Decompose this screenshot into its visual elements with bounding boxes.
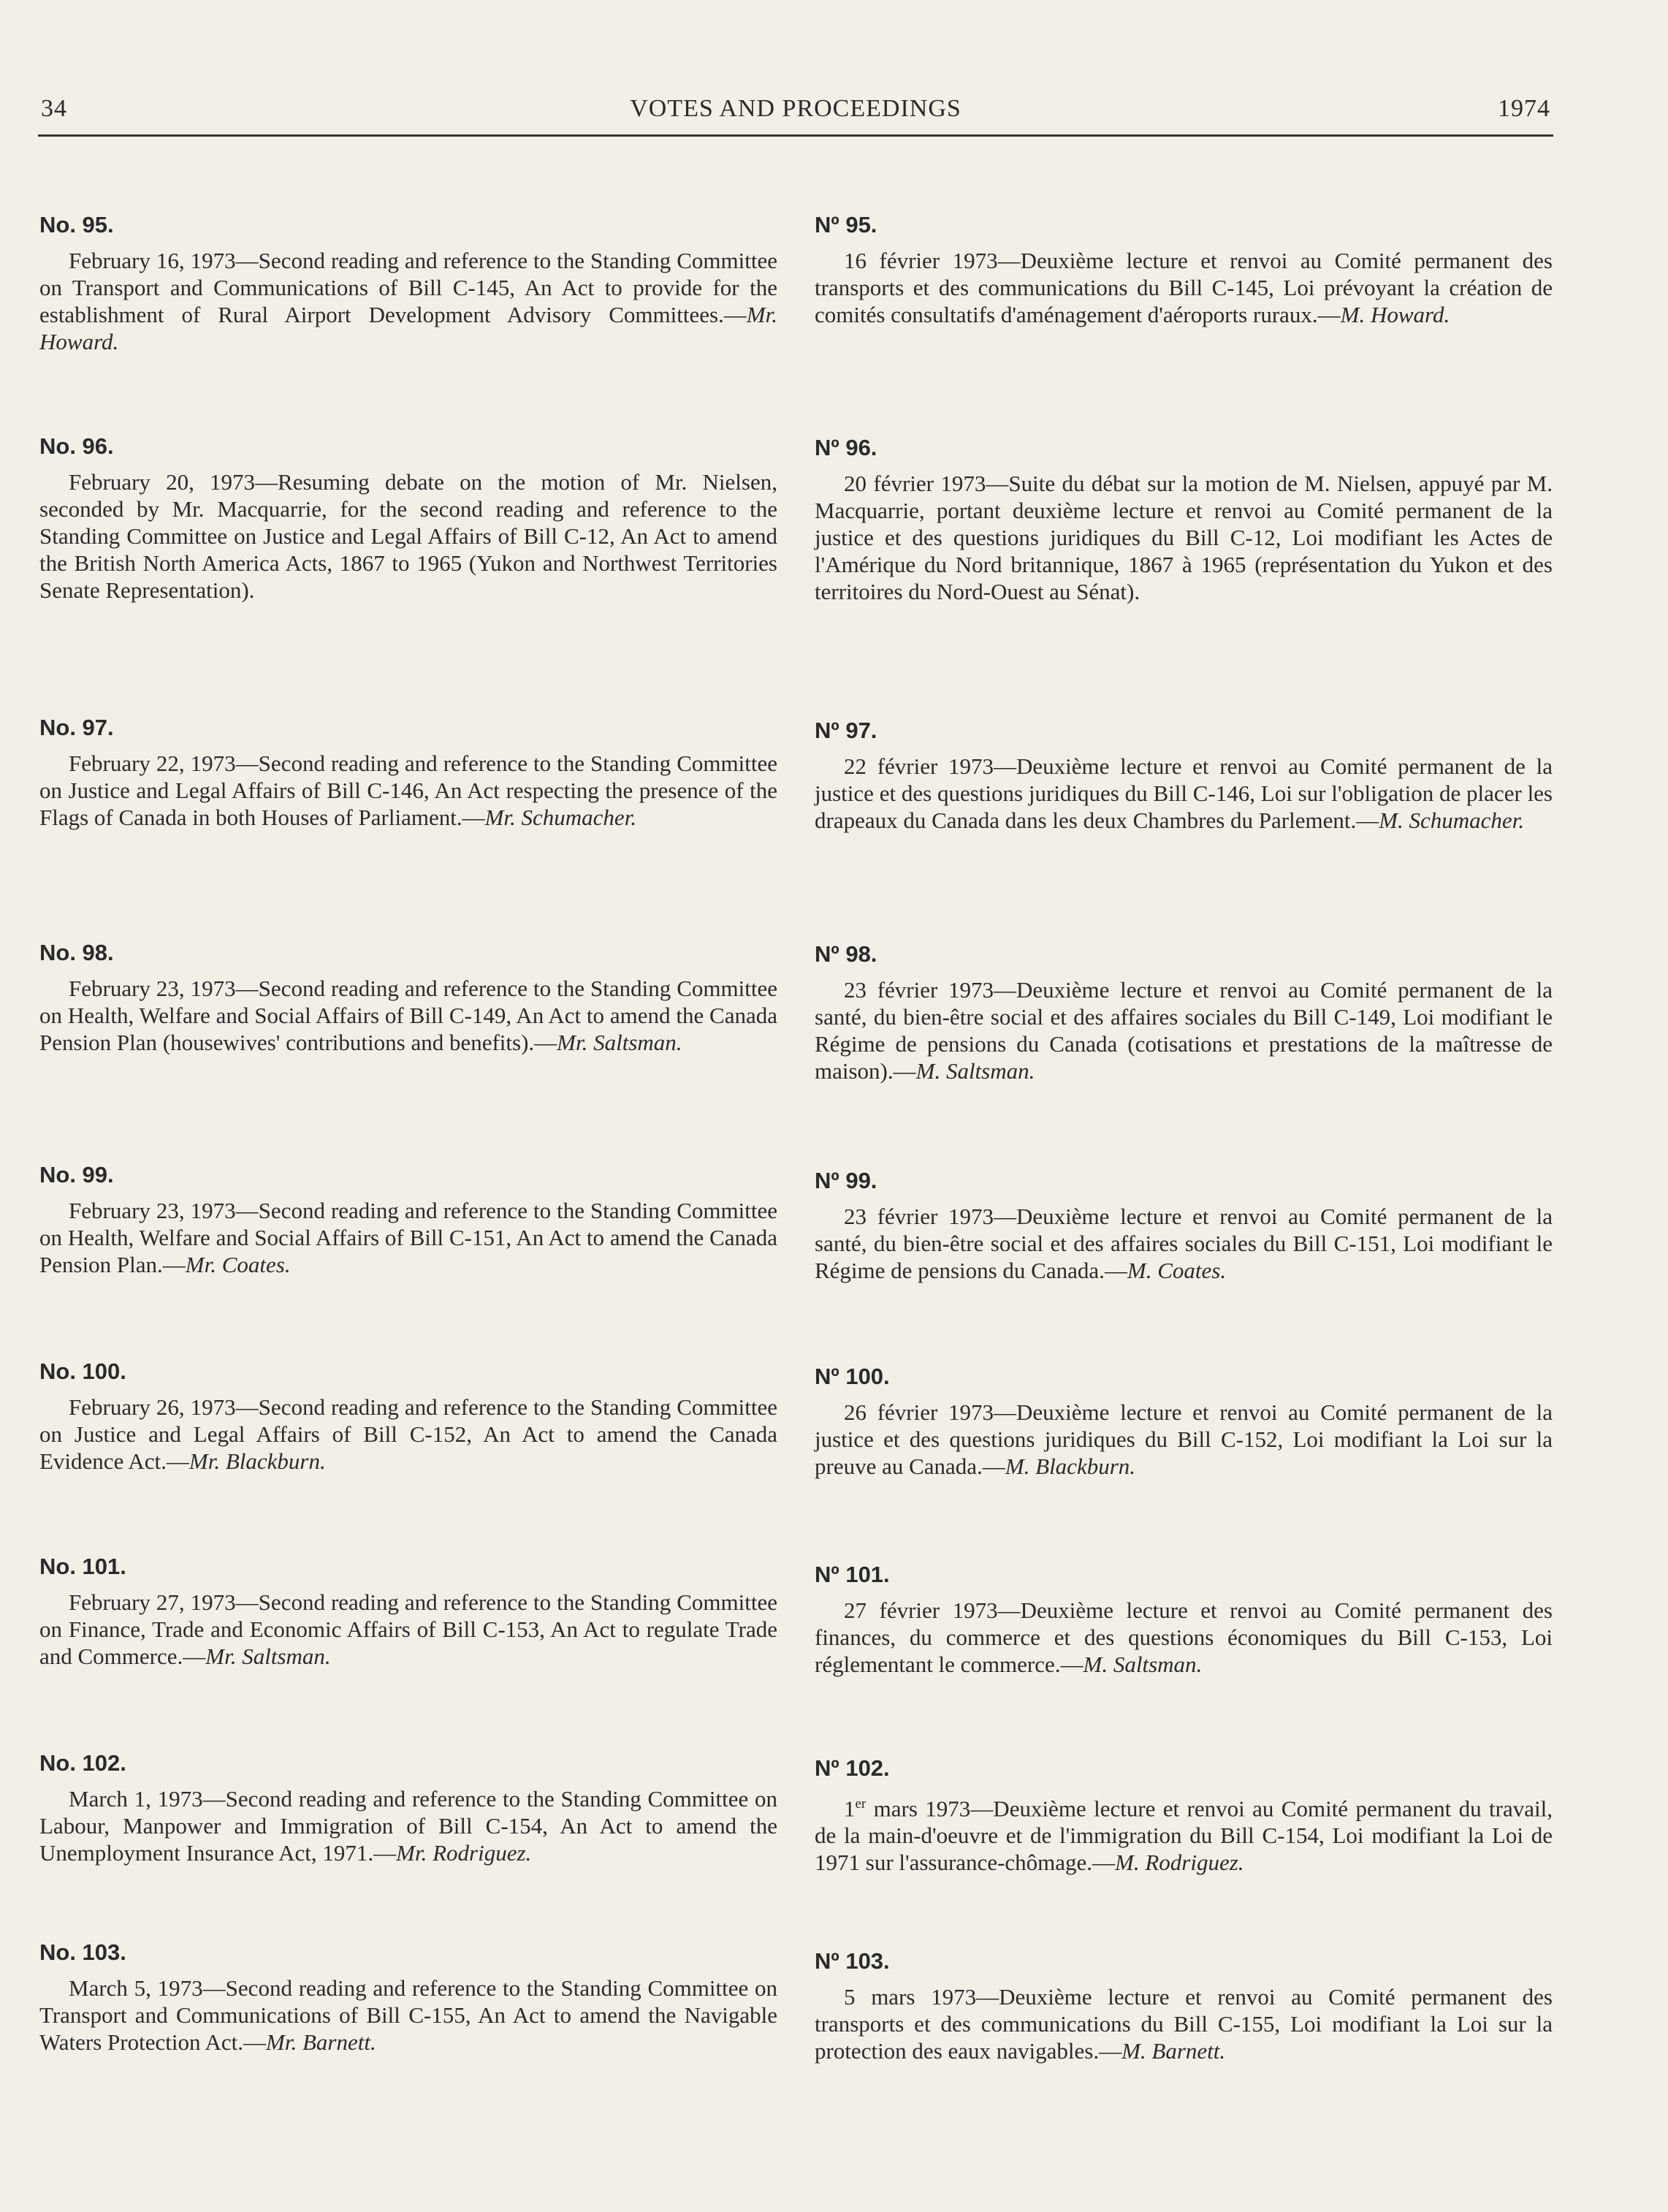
entry-number: No. 100. <box>39 1358 126 1384</box>
entry-number: Nº 100. <box>815 1364 890 1389</box>
entry-fr-99 <box>815 1166 1553 1284</box>
entry-en-101 <box>39 1552 777 1670</box>
entry-number: Nº 99. <box>815 1168 877 1193</box>
entry-text: March 1, 1973—Second reading and reference to the Standing Committee on Labour, Manpower and Immigration of Bill C-154, An Act to amend the Unemployment Insurance Act, 1971.—Mr. Rodriguez. <box>39 1786 777 1866</box>
entry-number: No. 101. <box>39 1554 126 1579</box>
entry-en-98 <box>39 938 777 1056</box>
entry-en-103 <box>39 1938 777 2056</box>
entry-number: No. 102. <box>39 1750 126 1776</box>
mover-name: M. Schumacher. <box>1379 807 1525 833</box>
entry-number: Nº 97. <box>815 718 877 743</box>
entry-number: Nº 102. <box>815 1755 890 1781</box>
entry-text: February 22, 1973—Second reading and reference to the Standing Committee on Justice and Legal Affairs of Bill C-146, An Act respecting the presence of the Flags of Canada in both Houses of Parliament.—Mr. Schumacher. <box>39 750 777 830</box>
entry-text: February 26, 1973—Second reading and reference to the Standing Committee on Justice and Legal Affairs of Bill C-152, An Act to amend the Canada Evidence Act.—Mr. Blackburn. <box>39 1394 777 1474</box>
entry-number: No. 103. <box>39 1939 126 1965</box>
entry-fr-102 <box>815 1754 1553 1876</box>
entry-number: Nº 103. <box>815 1948 890 1974</box>
entry-text: February 20, 1973—Resuming debate on the motion of Mr. Nielsen, seconded by Mr. Macquarrie, for the second reading and reference to the Standing Committee on Justice and Legal Affairs of Bill C-12, An Act to amend the British North America Acts, 1867 to 1965 (Yukon and Northwest Territories Senate Representation). <box>39 469 777 603</box>
page-header <box>38 92 1553 137</box>
entry-text: February 16, 1973—Second reading and reference to the Standing Committee on Transport and Communications of Bill C-145, An Act to provide for the establishment of Rural Airport Development Advisory Committees.—Mr. Howard. <box>39 248 777 354</box>
entry-number: No. 97. <box>39 715 114 740</box>
entry-number: No. 95. <box>39 212 114 237</box>
entry-en-100 <box>39 1357 777 1475</box>
entry-fr-101 <box>815 1560 1553 1678</box>
entry-en-102 <box>39 1749 777 1866</box>
mover-name: Mr. Saltsman. <box>205 1643 331 1669</box>
entry-en-95 <box>39 210 777 355</box>
entry-fr-100 <box>815 1362 1553 1480</box>
page-year: 1974 <box>1498 95 1550 122</box>
entry-number: Nº 96. <box>815 435 877 460</box>
mover-name: Mr. Schumacher. <box>484 805 637 830</box>
entry-text: 23 février 1973—Deuxième lecture et renvoi au Comité permanent de la santé, du bien-être social et des affaires sociales du Bill C-151, Loi modifiant le Régime de pensions du Canada.—M. Coates. <box>815 1204 1553 1283</box>
mover-name: Mr. Blackburn. <box>188 1448 326 1474</box>
entry-number: Nº 101. <box>815 1562 890 1587</box>
entry-number: Nº 95. <box>815 212 877 237</box>
entry-text: 16 février 1973—Deuxième lecture et renvoi au Comité permanent des transports et des communications du Bill C-145, Loi prévoyant la création de comités consultatifs d'aménagement d'aéroports ruraux.—M. Howard. <box>815 248 1553 327</box>
entry-text: February 23, 1973—Second reading and reference to the Standing Committee on Health, Welfare and Social Affairs of Bill C-149, An Act to amend the Canada Pension Plan (housewives' contributions and benefits).—Mr. Saltsman. <box>39 976 777 1055</box>
entry-text: 26 février 1973—Deuxième lecture et renvoi au Comité permanent de la justice et des questions juridiques du Bill C-152, Loi modifiant la Loi sur la preuve au Canada.—M. Blackburn. <box>815 1399 1553 1479</box>
entry-text: 5 mars 1973—Deuxième lecture et renvoi au Comité permanent des transports et des communications du Bill C-155, Loi modifiant la Loi sur la protection des eaux navigables.—M. Barnett. <box>815 1984 1553 2064</box>
entry-fr-96 <box>815 433 1553 605</box>
entry-fr-103 <box>815 1947 1553 2064</box>
entry-number: No. 99. <box>39 1162 114 1187</box>
mover-name: Mr. Rodriguez. <box>396 1840 532 1866</box>
entry-en-99 <box>39 1160 777 1278</box>
entry-en-96 <box>39 432 777 604</box>
mover-name: Mr. Barnett. <box>266 2029 376 2055</box>
page-title: VOTES AND PROCEEDINGS <box>630 95 961 122</box>
entry-text: 20 février 1973—Suite du débat sur la motion de M. Nielsen, appuyé par M. Macquarrie, portant deuxième lecture et renvoi au Comité permanent de la justice et des questions juridiques du Bill C-12, Loi modifiant les Actes de l'Amérique du Nord britannique, 1867 à 1965 (représentation du Yukon et des territoires du Nord-Ouest au Sénat). <box>815 471 1553 604</box>
entry-fr-98 <box>815 940 1553 1084</box>
entry-text: 27 février 1973—Deuxième lecture et renvoi au Comité permanent des finances, du commerce et des questions économiques du Bill C-153, Loi réglementant le commerce.—M. Saltsman. <box>815 1597 1553 1677</box>
mover-name: M. Saltsman. <box>915 1058 1035 1084</box>
mover-name: M. Rodriguez. <box>1115 1850 1244 1876</box>
entry-fr-95 <box>815 210 1553 328</box>
mover-name: M. Saltsman. <box>1083 1652 1203 1677</box>
entry-text: February 27, 1973—Second reading and reference to the Standing Committee on Finance, Trade and Economic Affairs of Bill C-153, An Act to regulate Trade and Commerce.—Mr. Saltsman. <box>39 1589 777 1669</box>
entry-text: 1er mars 1973—Deuxième lecture et renvoi au Comité permanent du travail, de la main-d'oeuvre et de l'immigration du Bill C-154, Loi modifiant la Loi de 1971 sur l'assurance-chômage.—M. Rodriguez. <box>815 1795 1553 1876</box>
entry-number: Nº 98. <box>815 941 877 967</box>
entry-text: March 5, 1973—Second reading and reference to the Standing Committee on Transport and Communications of Bill C-155, An Act to amend the Navigable Waters Protection Act.—Mr. Barnett. <box>39 1975 777 2055</box>
mover-name: M. Howard. <box>1340 302 1450 327</box>
mover-name: M. Blackburn. <box>1005 1453 1136 1479</box>
entry-fr-97 <box>815 716 1553 834</box>
entry-text: February 23, 1973—Second reading and reference to the Standing Committee on Health, Welfare and Social Affairs of Bill C-151, An Act to amend the Canada Pension Plan.—Mr. Coates. <box>39 1198 777 1277</box>
entry-text: 23 février 1973—Deuxième lecture et renvoi au Comité permanent de la santé, du bien-être social et des affaires sociales du Bill C-149, Loi modifiant le Régime de pensions du Canada (cotisations et prestations de la maîtresse de maison).—M. Saltsman. <box>815 977 1553 1084</box>
entry-number: No. 98. <box>39 940 114 965</box>
mover-name: M. Barnett. <box>1121 2038 1226 2064</box>
mover-name: M. Coates. <box>1127 1258 1227 1283</box>
entry-en-97 <box>39 713 777 831</box>
mover-name: Mr. Coates. <box>185 1252 291 1277</box>
mover-name: Mr. Howard. <box>39 302 777 354</box>
entry-text: 22 février 1973—Deuxième lecture et renvoi au Comité permanent de la justice et des questions juridiques du Bill C-146, Loi sur l'obligation de placer les drapeaux du Canada dans les deux Chambres du Parlement.—M. Schumacher. <box>815 753 1553 833</box>
page-number: 34 <box>41 95 67 122</box>
entry-number: No. 96. <box>39 433 114 459</box>
mover-name: Mr. Saltsman. <box>557 1030 682 1055</box>
